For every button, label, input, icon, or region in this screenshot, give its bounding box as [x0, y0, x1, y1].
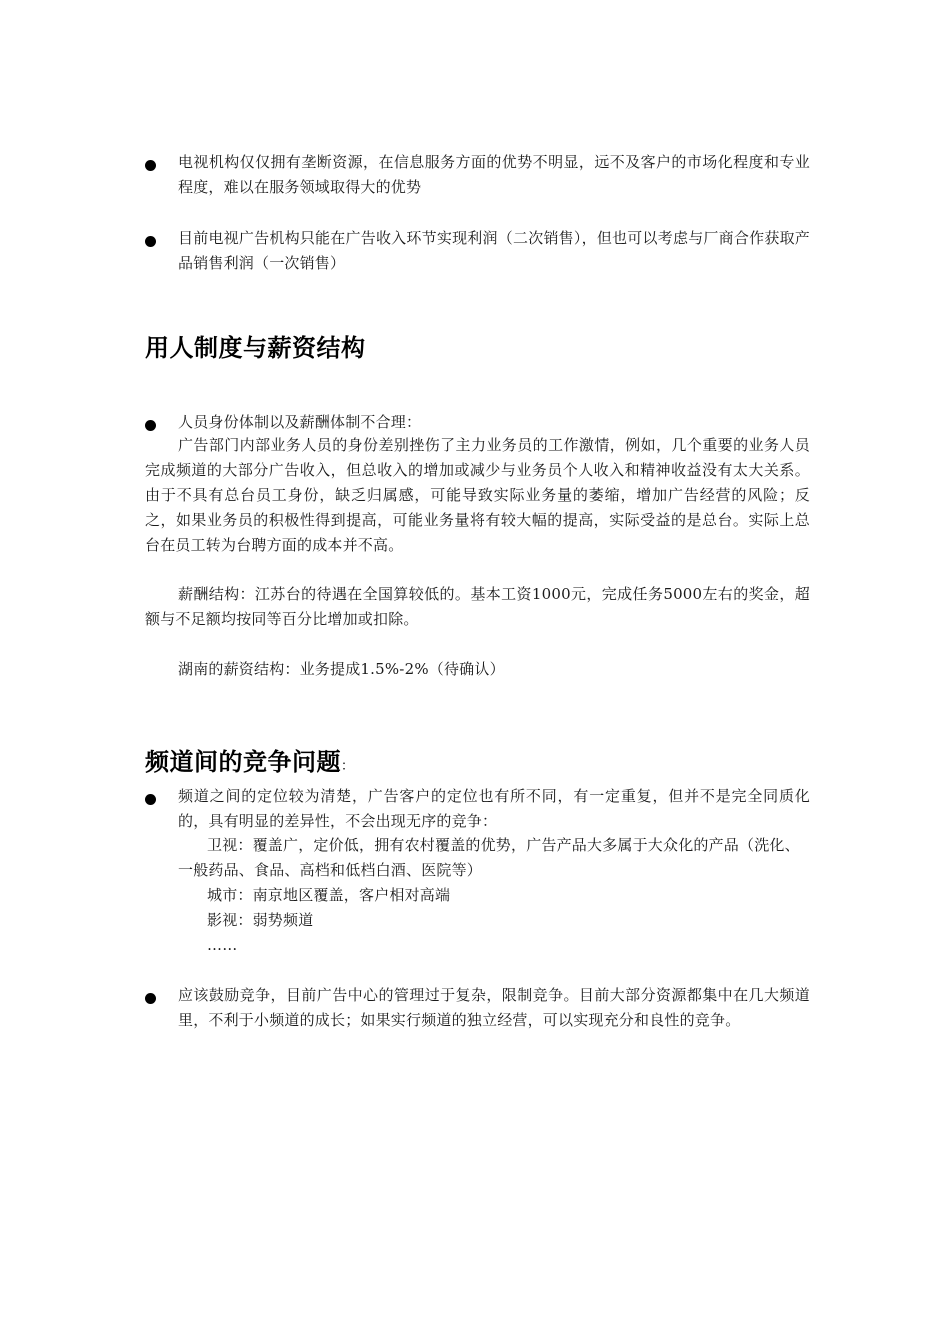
bullet-dot-icon: [145, 993, 156, 1004]
bullet-text: 频道之间的定位较为清楚，广告客户的定位也有所不同，有一定重复，但并不是完全同质化的，具有明显的差异性，不会出现无序的竞争：: [178, 787, 810, 830]
bullet-text: 电视机构仅仅拥有垄断资源，在信息服务方面的优势不明显，远不及客户的市场化程度和专业程度，难以在服务领域取得大的优势: [178, 153, 810, 196]
sub-item-ellipsis: ……: [207, 936, 238, 954]
paragraph-salary-structure: 薪酬结构：江苏台的待遇在全国算较低的。基本工资1000元，完成任务5000左右的奖金，超额与不足额均按同等百分比增加或扣除。: [145, 585, 810, 628]
sub-item-city: 城市：南京地区覆盖，客户相对高端: [207, 886, 451, 904]
sub-item-film: 影视：弱势频道: [207, 911, 314, 929]
paragraph-hr-identity: 广告部门内部业务人员的身份差别挫伤了主力业务员的工作激情，例如，几个重要的业务人员完成频道的大部分广告收入，但总收入的增加或减少与业务员个人收入和精神收益没有太大关系。由于不具有总台员工身份，缺乏归属感，可能导致实际业务量的萎缩，增加广告经营的风险；反之，如果业务员的积极性得到提高，可能业务量将有较大幅的提高，实际受益的是总台。实际上总台在员工转为台聘方面的成本并不高。: [145, 436, 810, 554]
bullet-dot-icon: [145, 794, 156, 805]
heading-colon: ：: [341, 759, 355, 774]
bullet-text: 应该鼓励竞争，目前广告中心的管理过于复杂，限制竞争。目前大部分资源都集中在几大频道里，不利于小频道的成长；如果实行频道的独立经营，可以实现充分和良性的竞争。: [178, 986, 810, 1029]
bullet-dot-icon: [145, 420, 156, 431]
section-heading-competition: [145, 742, 355, 777]
bullet-dot-icon: [145, 160, 156, 171]
paragraph-hunan-salary: 湖南的薪资结构：业务提成1.5%-2%（待确认）: [178, 660, 505, 678]
heading-text: 频道间的竞争问题: [145, 748, 341, 776]
sub-item-satellite: 卫视：覆盖广，定价低，拥有农村覆盖的优势，广告产品大多属于大众化的产品（洗化、一般药品、食品、高档和低档白酒、医院等）: [178, 836, 800, 879]
bullet-text: 人员身份体制以及薪酬体制不合理：: [178, 413, 422, 431]
bullet-dot-icon: [145, 236, 156, 247]
bullet-text: 目前电视广告机构只能在广告收入环节实现利润（二次销售），但也可以考虑与厂商合作获取产品销售利润（一次销售）: [178, 229, 810, 272]
section-heading-hr: 用人制度与薪资结构: [145, 334, 366, 362]
